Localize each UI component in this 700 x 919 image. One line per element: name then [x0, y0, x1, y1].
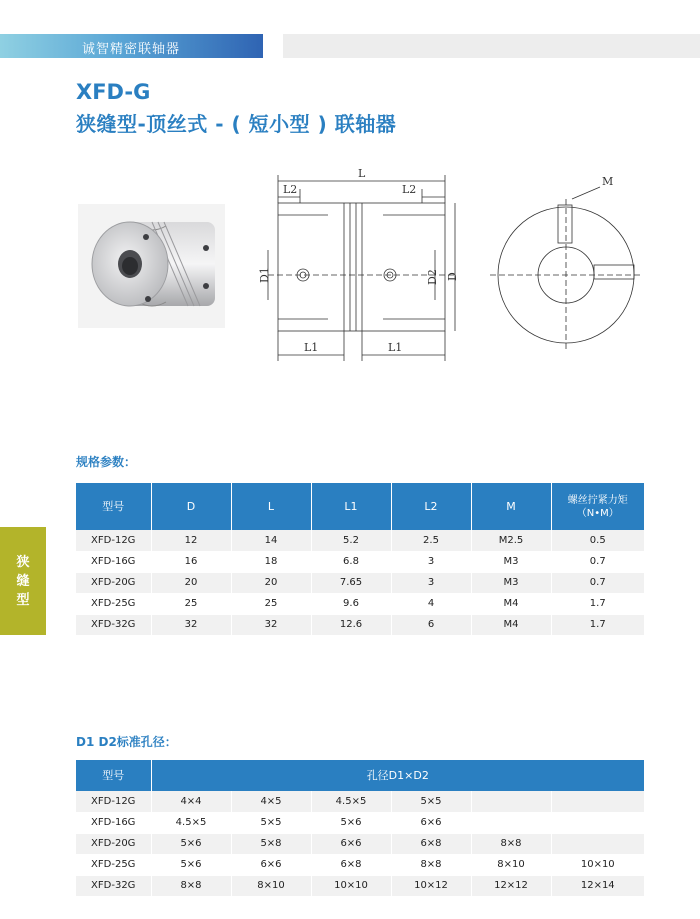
- specs-row: [76, 593, 644, 614]
- specs-value-cell: M3: [471, 572, 551, 593]
- specs-value-cell: 3: [391, 551, 471, 572]
- specs-model-cell: XFD-16G: [76, 551, 151, 572]
- specs-value-cell: 1.7: [551, 614, 644, 635]
- specs-model-cell: XFD-12G: [76, 530, 151, 551]
- dim-label-L2-right: L2: [402, 183, 417, 196]
- bores-section-title: D1 D2标准孔径：: [76, 735, 177, 749]
- specs-value-cell: 2.5: [391, 530, 471, 551]
- specs-header-D: D: [151, 483, 231, 530]
- bores-model-cell: XFD-20G: [76, 833, 151, 854]
- specs-row: [76, 530, 644, 551]
- bores-value-cell: 4×4: [151, 791, 231, 812]
- bores-value-cell: 6×6: [311, 833, 391, 854]
- category-side-tab: [0, 527, 46, 635]
- specs-value-cell: 16: [151, 551, 231, 572]
- bores-value-cell: 4×5: [231, 791, 311, 812]
- specs-value-cell: 9.6: [311, 593, 391, 614]
- bores-value-cell: 8×8: [391, 854, 471, 875]
- specs-value-cell: 14: [231, 530, 311, 551]
- bores-value-cell: 8×10: [231, 875, 311, 896]
- bores-value-cell: 6×8: [311, 854, 391, 875]
- specs-value-cell: 0.5: [551, 530, 644, 551]
- bores-value-cell: [551, 812, 644, 833]
- specs-value-cell: M4: [471, 614, 551, 635]
- bores-model-cell: XFD-32G: [76, 875, 151, 896]
- specs-value-cell: 6.8: [311, 551, 391, 572]
- dim-label-L: L: [358, 167, 366, 180]
- specs-value-cell: 18: [231, 551, 311, 572]
- bores-table: [76, 760, 644, 897]
- specs-value-cell: M4: [471, 593, 551, 614]
- bores-value-cell: 5×8: [231, 833, 311, 854]
- bores-row: [76, 875, 644, 896]
- specs-value-cell: 32: [151, 614, 231, 635]
- bores-value-cell: [471, 812, 551, 833]
- bores-value-cell: 5×5: [231, 812, 311, 833]
- technical-drawings: [250, 165, 650, 374]
- dim-label-D2: D2: [426, 269, 439, 285]
- specs-value-cell: 20: [231, 572, 311, 593]
- dim-label-D1: D1: [258, 267, 271, 283]
- bores-value-cell: 8×10: [471, 854, 551, 875]
- bores-value-cell: 5×6: [311, 812, 391, 833]
- specs-value-cell: 0.7: [551, 572, 644, 593]
- specs-value-cell: 32: [231, 614, 311, 635]
- bores-value-cell: [471, 791, 551, 812]
- bores-model-cell: XFD-16G: [76, 812, 151, 833]
- bores-model-cell: XFD-12G: [76, 791, 151, 812]
- specs-header-L: L: [231, 483, 311, 530]
- specs-value-cell: 25: [151, 593, 231, 614]
- bores-value-cell: [551, 791, 644, 812]
- specs-model-cell: XFD-25G: [76, 593, 151, 614]
- bores-value-cell: [551, 833, 644, 854]
- side-tab-char: 型: [16, 592, 30, 608]
- specs-value-cell: 4: [391, 593, 471, 614]
- specs-value-cell: 5.2: [311, 530, 391, 551]
- bores-model-cell: XFD-25G: [76, 854, 151, 875]
- bores-value-cell: 12×12: [471, 875, 551, 896]
- bores-value-cell: 4.5×5: [151, 812, 231, 833]
- specs-section-title: 规格参数：: [76, 455, 137, 469]
- product-title: 狭缝型-顶丝式 - ( 短小型 ) 联轴器: [76, 112, 397, 136]
- specs-row: [76, 614, 644, 635]
- specs-model-cell: XFD-32G: [76, 614, 151, 635]
- specs-header-model: 型号: [76, 483, 151, 530]
- specs-value-cell: M3: [471, 551, 551, 572]
- specs-value-cell: M2.5: [471, 530, 551, 551]
- specs-table: [76, 483, 644, 636]
- bores-header-model: 型号: [76, 760, 151, 791]
- bores-value-cell: 12×14: [551, 875, 644, 896]
- specs-header-L1: L1: [311, 483, 391, 530]
- specs-value-cell: 3: [391, 572, 471, 593]
- bores-value-cell: 10×10: [551, 854, 644, 875]
- bores-value-cell: 6×6: [231, 854, 311, 875]
- side-tab-char: 狭: [16, 554, 30, 570]
- specs-value-cell: 12.6: [311, 614, 391, 635]
- bores-value-cell: 5×6: [151, 854, 231, 875]
- bores-value-cell: 6×8: [391, 833, 471, 854]
- bores-value-cell: 5×6: [151, 833, 231, 854]
- bores-header-bore: 孔径D1×D2: [151, 760, 644, 791]
- dim-label-D: D: [446, 272, 459, 281]
- bores-value-cell: 4.5×5: [311, 791, 391, 812]
- header-gray-band: [283, 34, 700, 58]
- side-tab-char: 缝: [16, 573, 30, 589]
- specs-header-L2: L2: [391, 483, 471, 530]
- bores-row: [76, 812, 644, 833]
- specs-value-cell: 1.7: [551, 593, 644, 614]
- specs-row: [76, 572, 644, 593]
- dim-label-L2-left: L2: [283, 183, 298, 196]
- bores-value-cell: 10×12: [391, 875, 471, 896]
- bores-value-cell: 8×8: [471, 833, 551, 854]
- bores-value-cell: 8×8: [151, 875, 231, 896]
- dim-label-L1-right: L1: [388, 341, 403, 354]
- brand-header-bar: [0, 34, 263, 58]
- specs-row: [76, 551, 644, 572]
- specs-value-cell: 0.7: [551, 551, 644, 572]
- specs-value-cell: 7.65: [311, 572, 391, 593]
- coupling-side-outline: [278, 203, 445, 331]
- specs-header-torque: 螺丝拧紧力矩 （N•M）: [551, 483, 644, 530]
- bores-row: [76, 791, 644, 812]
- bores-value-cell: 10×10: [311, 875, 391, 896]
- specs-value-cell: 6: [391, 614, 471, 635]
- product-code: XFD-G: [76, 80, 151, 104]
- specs-value-cell: 25: [231, 593, 311, 614]
- bores-row: [76, 833, 644, 854]
- product-photo: [78, 204, 225, 328]
- bores-value-cell: 5×5: [391, 791, 471, 812]
- bores-row: [76, 854, 644, 875]
- dim-label-L1-left: L1: [304, 341, 319, 354]
- dim-label-M: M: [602, 175, 614, 188]
- bores-value-cell: 6×6: [391, 812, 471, 833]
- specs-value-cell: 12: [151, 530, 231, 551]
- brand-name: 诚智精密联轴器: [82, 42, 181, 57]
- specs-model-cell: XFD-20G: [76, 572, 151, 593]
- specs-header-M: M: [471, 483, 551, 530]
- specs-value-cell: 20: [151, 572, 231, 593]
